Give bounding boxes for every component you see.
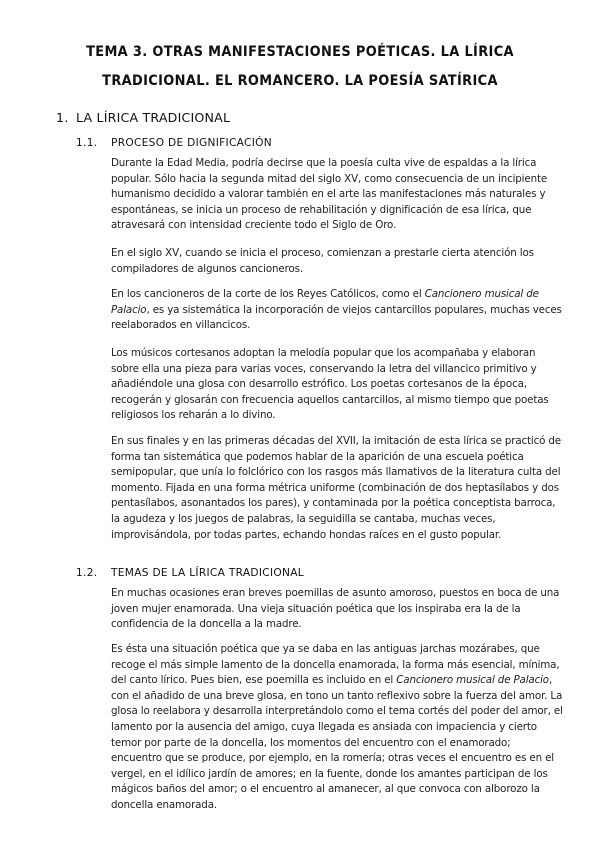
paragraph: Durante la Edad Media, podría decirse que la poesía culta vive de espaldas a la lírica popular. Sólo hacia la segunda mitad del siglo XV, como consecuencia de un incipiente humanismo decidido a valorar también en el arte las manifestaciones más naturales y espontáneas, se inicia un proceso de rehabilitación y dignificación de esa lírica, que atravesará con intensidad creciente todo el Siglo de Oro. (111, 157, 548, 232)
paragraph: En muchas ocasiones eran breves poemillas de asunto amoroso, puestos en boca de una joven mujer enamorada. Una vieja situación poética que los inspiraba era la de la confidencia de la doncella a la madre. (111, 587, 560, 631)
document-title: TEMA 3. OTRAS MANIFESTACIONES POÉTICAS. LA LÍRICA TRADICIONAL. EL ROMANCERO. LA POESÍA SATÍRICA (86, 44, 514, 89)
subsection-heading-proceso (76, 137, 272, 149)
text-span: , con el añadido de una breve glosa, en tono un tanto reflexivo sobre la fuerza del amor. La glosa lo reelabora y desarrolla interpretándolo como el tema cortés del poder del amor, el lamento por la ausencia del amigo, cuya llegada es ansiada con impaciencia y cierto temor por parte de la doncella, los momentos del encuentro con el enamorado; encuentro que se produce, por ejemplo, en la romería; otras veces el encuentro es en el vergel, en el idílico jardín de amores; en la fuente, donde los amantes participan de los mágicos baños del amor; o el encuentro al amanecer, al que convoca con alborozo la doncella enamorada. (111, 674, 563, 811)
subsection-number: 1.2. (76, 567, 98, 579)
subsection-title: TEMAS DE LA LÍRICA TRADICIONAL (111, 567, 305, 579)
text-span: , es ya sistemática la incorporación de viejos cantarcillos populares, muchas veces reelaborados en villancicos. (111, 303, 562, 332)
paragraph (111, 642, 563, 814)
section-heading-lirica-tradicional (56, 110, 230, 125)
paragraph: En el siglo XV, cuando se inicia el proceso, comienzan a prestarle cierta atención los compiladores de algunos cancioneros. (111, 247, 534, 275)
text-span: Es ésta una situación poética que ya se daba en las antiguas jarchas mozárabes, que recoge el más simple lamento de la doncella enamorada, la forma más esencial, mínima, del canto lírico. Pues bien, ese poemilla es incluido en el (111, 643, 560, 687)
work-title: Cancionero musical de Palacio (111, 288, 539, 316)
section-title: LA LÍRICA TRADICIONAL (76, 110, 231, 125)
subsection-number: 1.1. (76, 137, 98, 149)
text-span: En los cancioneros de la corte de los Reyes Católicos, como el (111, 288, 425, 300)
paragraph: Los músicos cortesanos adoptan la melodía popular que los acompañaba y elaboran sobre ella una pieza para varias voces, conservando la letra del villancico primitivo y añadiéndole una glosa con desarrollo estrófico. Los poetas cortesanos de la época, recogerán y glosarán con frecuencia aquellos cantarcillos, al mismo tiempo que poetas religiosos los reharán a lo divino. (111, 347, 549, 422)
section-number: 1. (56, 110, 69, 125)
work-title: Cancionero musical de Palacio (396, 674, 549, 687)
subsection-heading-temas (76, 567, 304, 579)
paragraph (111, 287, 563, 334)
paragraph: En sus finales y en las primeras décadas del XVII, la imitación de esta lírica se practicó de forma tan sistemática que podemos hablar de la aparición de una escuela poética semipopular, que unía lo folclórico con los rasgos más llamativos de la literatura culta del momento. Fijada en una forma métrica uniforme (combinación de dos heptasílabos y dos pentasílabos, asonantados los pares), y contaminada por la poética conceptista barroca, la agudeza y los juegos de palabras, la seguidilla se cantaba, muchas veces, improvisándola, por todas partes, echando hondas raíces en el gusto popular. (111, 435, 561, 541)
subsection-title: PROCESO DE DIGNIFICACIÓN (111, 137, 273, 149)
